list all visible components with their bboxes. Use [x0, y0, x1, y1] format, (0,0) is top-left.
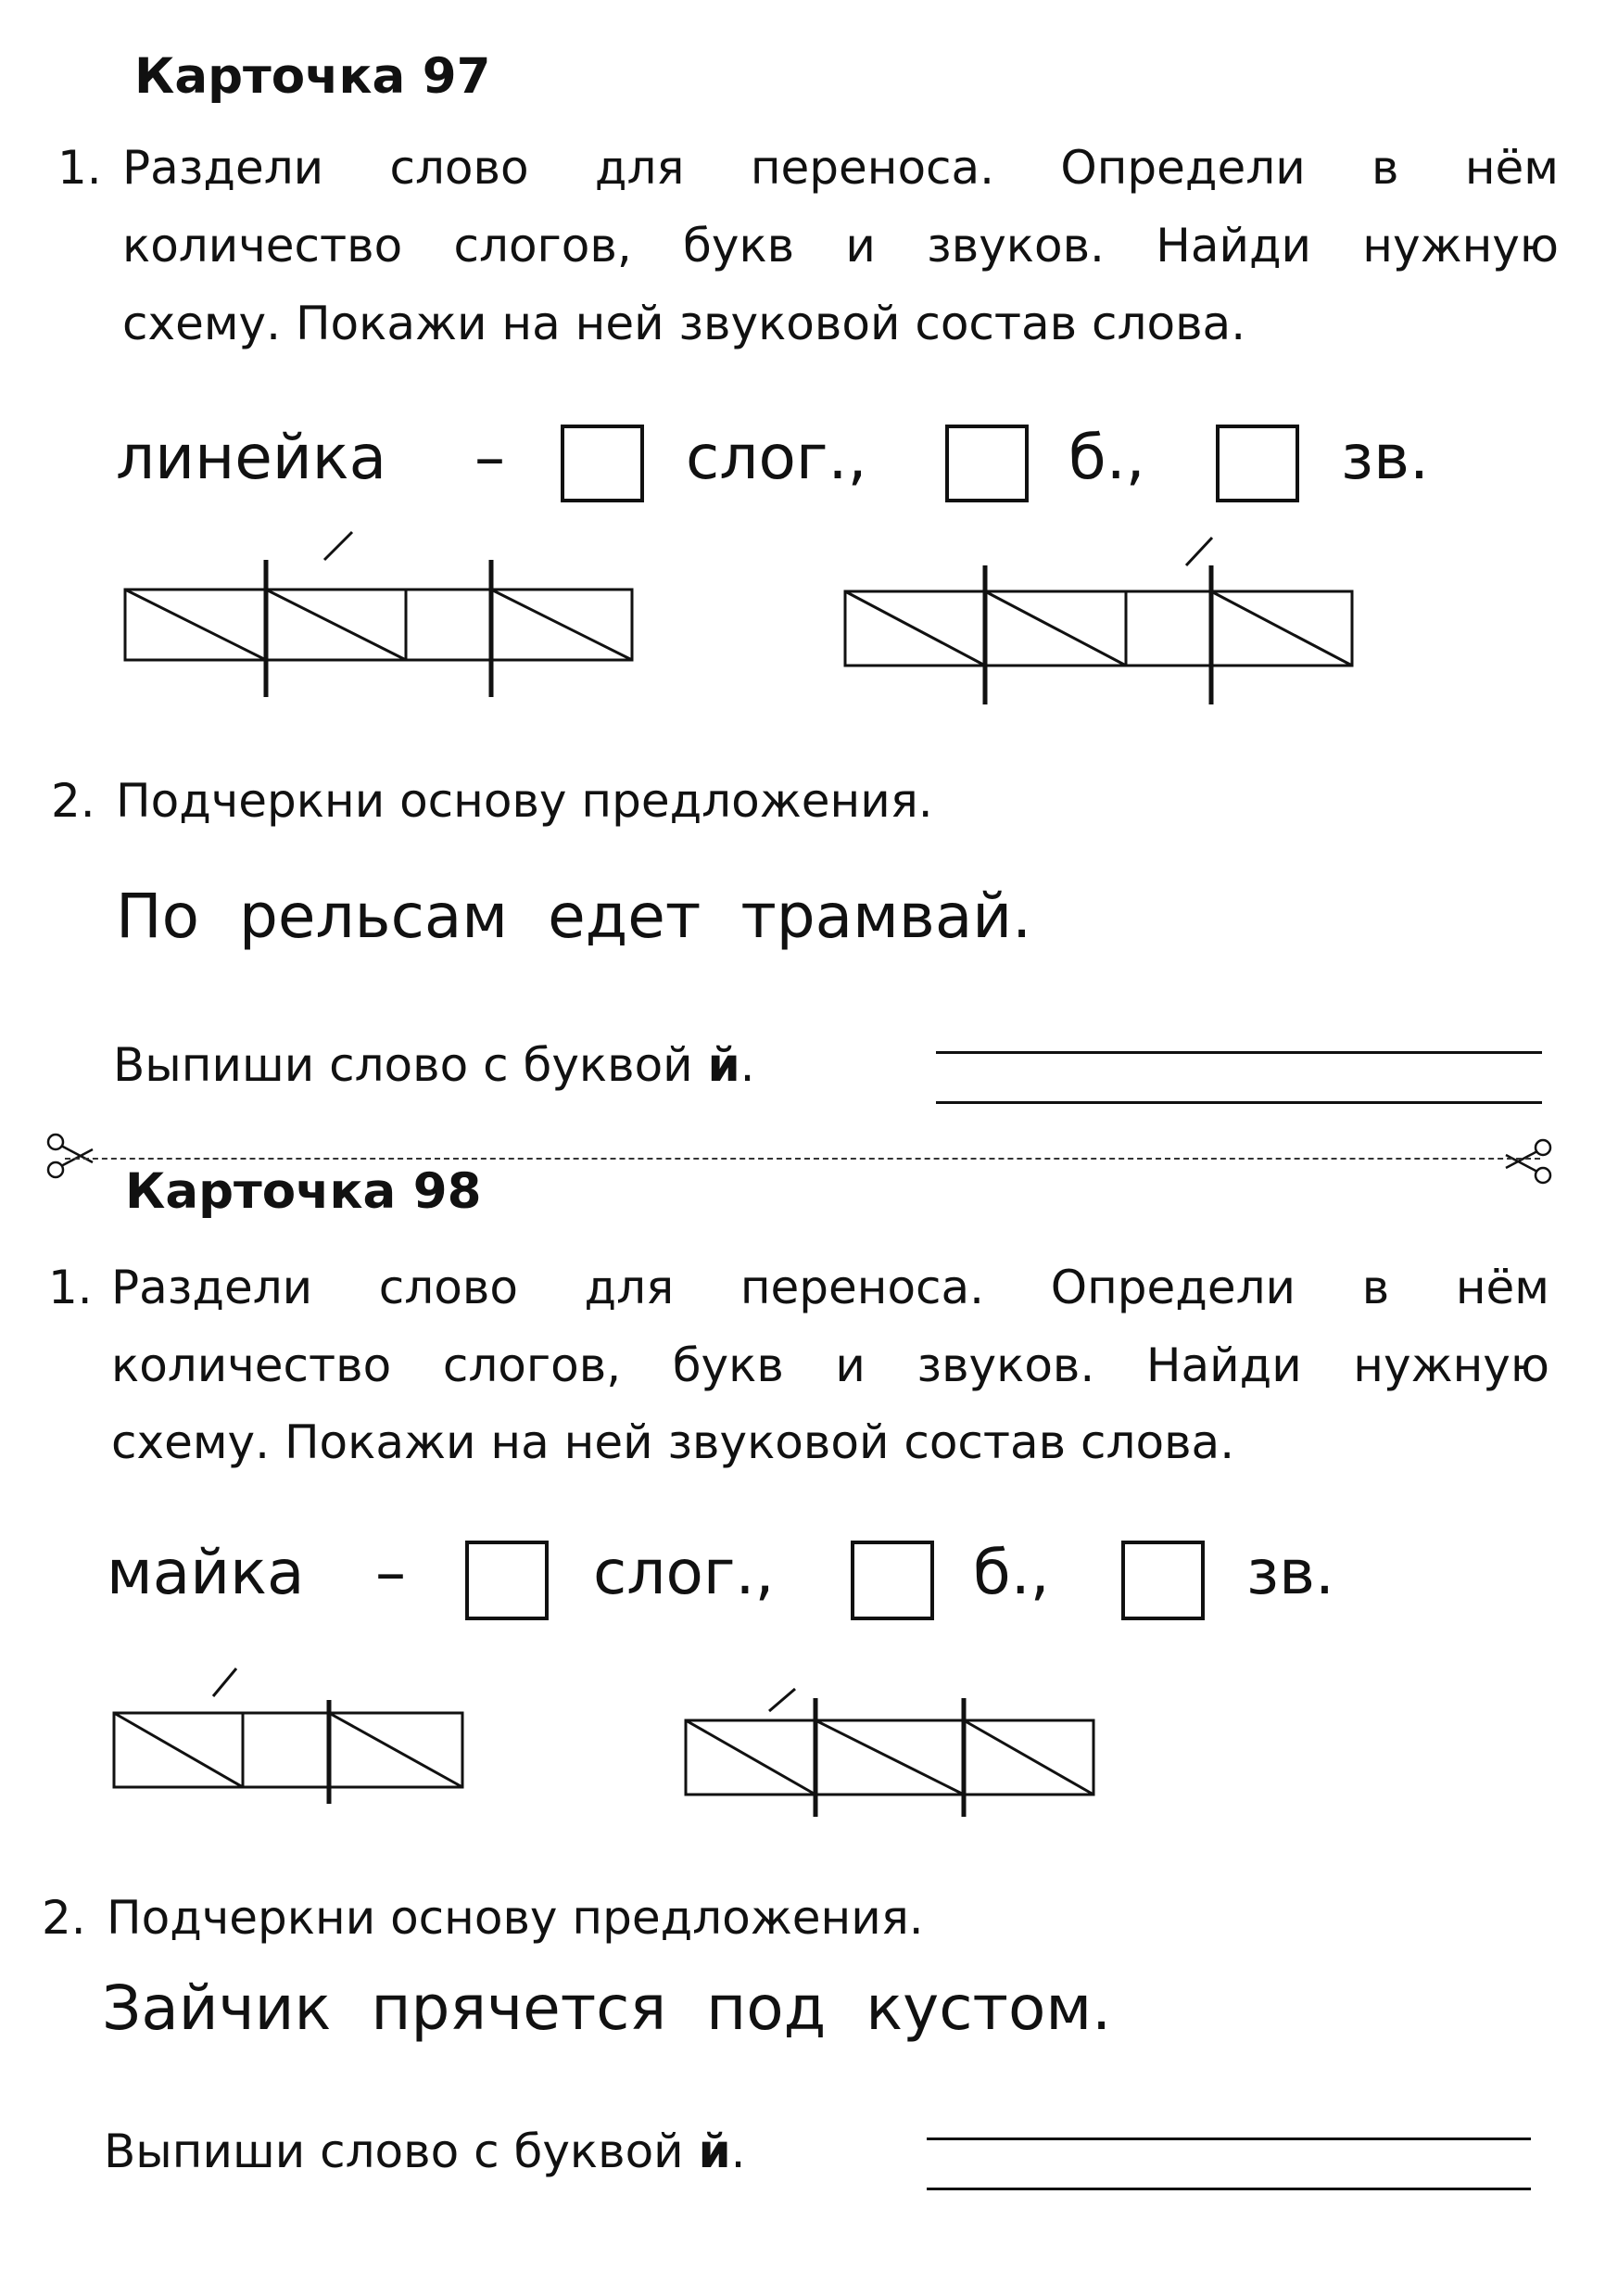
- card-98-letters-label: б.,: [973, 1537, 1050, 1608]
- card-97-write-instruction: [113, 1038, 755, 1092]
- card-97-answer-line-2[interactable]: [936, 1101, 1542, 1104]
- card-97-syllables-label: слог.,: [686, 422, 867, 493]
- card-97-dash: –: [474, 422, 505, 493]
- card-97-word: линейка: [116, 422, 387, 493]
- card-97-write-end: .: [739, 1038, 755, 1092]
- card-98-scheme-b: [686, 1689, 1093, 1817]
- card-98-syllables-label: слог.,: [593, 1537, 775, 1608]
- card-98-title: Карточка 98: [125, 1163, 482, 1220]
- card-98-dash: –: [375, 1537, 406, 1608]
- card-97-title: Карточка 97: [134, 48, 491, 105]
- card-97-answer-line-1[interactable]: [936, 1051, 1542, 1054]
- card-98-write-instruction: [104, 2125, 746, 2178]
- card-98-sounds-label: зв.: [1246, 1537, 1334, 1608]
- card-98-write-letter: й: [698, 2125, 731, 2178]
- card-97-write-letter: й: [707, 1038, 740, 1092]
- card-97-letters-label: б.,: [1068, 422, 1145, 493]
- card-98-write-end: .: [730, 2125, 746, 2178]
- card-98-answer-line-1[interactable]: [927, 2137, 1531, 2140]
- card-97-task-2-instruction: Подчеркни основу предложения.: [116, 774, 933, 828]
- card-97-scheme-a: [125, 532, 632, 697]
- scissors-icon-right: [1506, 1140, 1550, 1183]
- card-98-sounds-box[interactable]: [1121, 1541, 1205, 1620]
- scissors-icon-left: [48, 1135, 93, 1177]
- card-98-word: майка: [107, 1537, 305, 1608]
- card-98-scheme-a: [114, 1668, 462, 1804]
- card-97-task-1-line-1: Раздели слово для переноса. Определи в нём: [122, 141, 1559, 195]
- card-97-task-2-number: 2.: [51, 774, 95, 828]
- card-98-write-prefix: Выпиши слово с буквой: [104, 2125, 684, 2178]
- card-97-sounds-label: зв.: [1341, 422, 1429, 493]
- card-98-syllables-box[interactable]: [465, 1541, 549, 1620]
- card-97-sentence: По рельсам едет трамвай.: [116, 881, 1032, 952]
- card-97-task-1-number: 1.: [57, 141, 102, 195]
- card-97-scheme-b: [845, 538, 1352, 704]
- card-98-task-2-instruction: Подчеркни основу предложения.: [107, 1891, 924, 1945]
- cut-line: [65, 1158, 1540, 1160]
- card-98-task-1-line-3: схему. Покажи на ней звуковой состав слова.: [111, 1415, 1235, 1469]
- card-98-task-2-number: 2.: [42, 1891, 86, 1945]
- card-98-answer-line-2[interactable]: [927, 2188, 1531, 2190]
- card-97-task-1-line-2: количество слогов, букв и звуков. Найди нужную: [122, 219, 1559, 273]
- card-98-task-1-number: 1.: [48, 1261, 93, 1314]
- card-98-task-1-line-1: Раздели слово для переноса. Определи в нём: [111, 1261, 1549, 1314]
- card-98-sentence: Зайчик прячется под кустом.: [102, 1973, 1112, 2044]
- card-98-task-1-line-2: количество слогов, букв и звуков. Найди нужную: [111, 1338, 1549, 1392]
- card-97-task-1-line-3: схему. Покажи на ней звуковой состав слова.: [122, 297, 1246, 350]
- card-98-letters-box[interactable]: [851, 1541, 934, 1620]
- card-97-write-prefix: Выпиши слово с буквой: [113, 1038, 693, 1092]
